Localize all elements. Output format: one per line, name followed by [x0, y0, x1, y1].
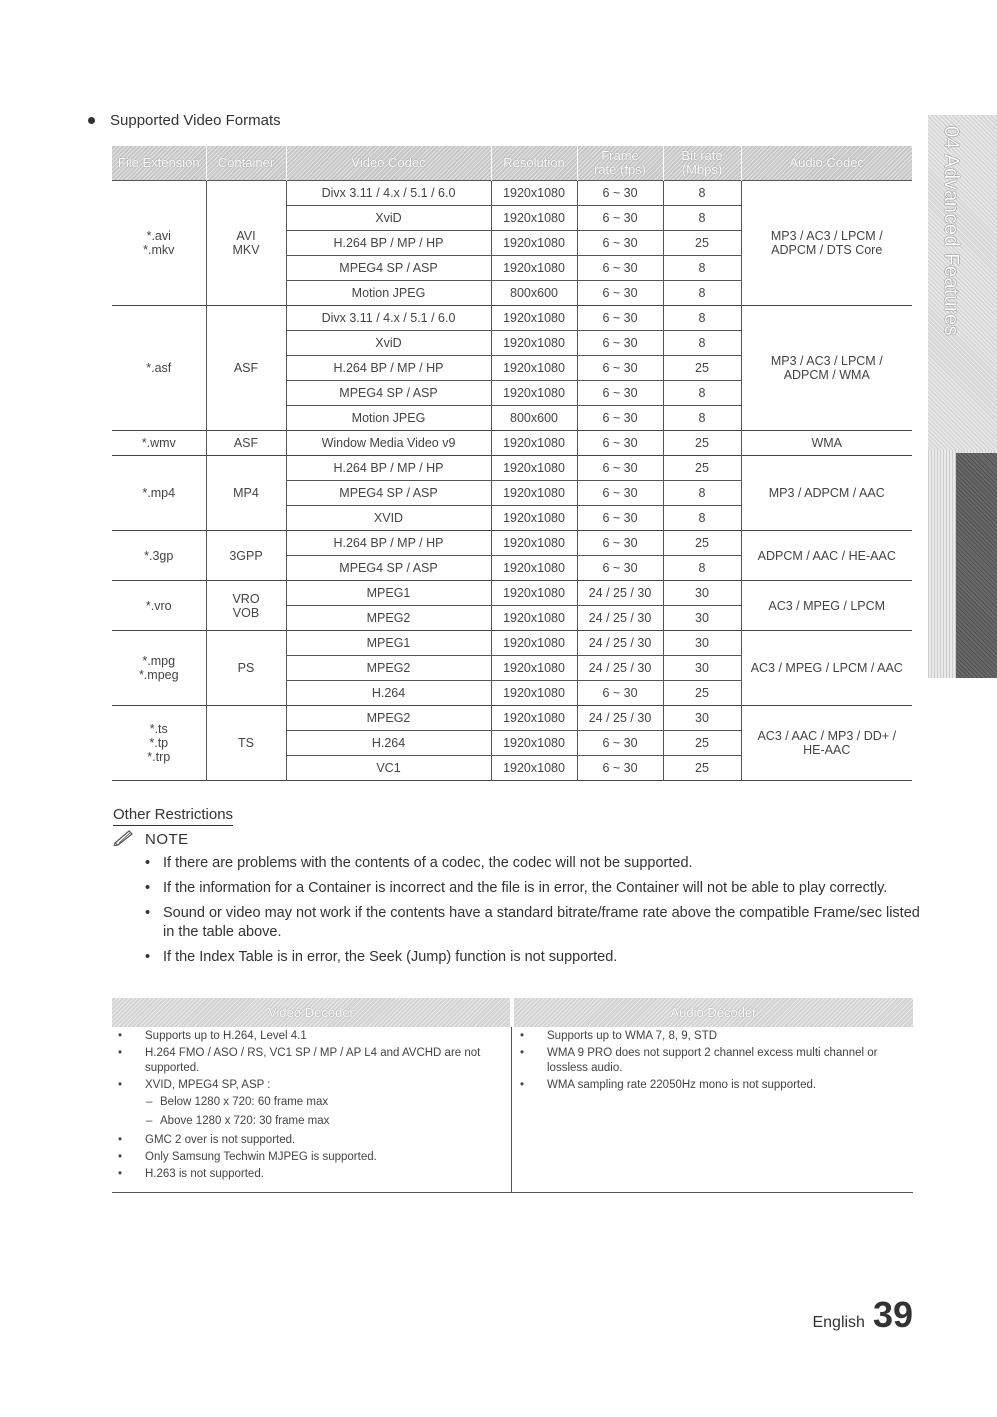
cell-frame-rate: 6 ~ 30: [577, 231, 663, 256]
cell-video-codec: H.264 BP / MP / HP: [286, 531, 491, 556]
cell-video-codec: H.264 BP / MP / HP: [286, 231, 491, 256]
audio-decoder-header: Audio Decoder: [514, 998, 913, 1027]
list-item: • If there are problems with the contents of a codec, the codec will not be supported.: [145, 854, 920, 873]
cell-container: VRO VOB: [206, 581, 286, 631]
cell-resolution: 1920x1080: [491, 706, 577, 731]
cell-resolution: 1920x1080: [491, 731, 577, 756]
cell-file-extension: *.mpg *.mpeg: [112, 631, 206, 706]
page-footer: [812, 1294, 913, 1336]
cell-bit-rate: 8: [663, 331, 741, 356]
cell-video-codec: MPEG4 SP / ASP: [286, 381, 491, 406]
section-heading: [88, 112, 281, 129]
cell-frame-rate: 6 ~ 30: [577, 556, 663, 581]
cell-audio-codec: MP3 / AC3 / LPCM / ADPCM / DTS Core: [741, 181, 912, 306]
cell-file-extension: *.wmv: [112, 431, 206, 456]
cell-resolution: 1920x1080: [491, 681, 577, 706]
cell-resolution: 1920x1080: [491, 531, 577, 556]
cell-bit-rate: 8: [663, 381, 741, 406]
cell-bit-rate: 8: [663, 206, 741, 231]
cell-resolution: 1920x1080: [491, 581, 577, 606]
list-item: • Supports up to H.264, Level 4.1: [112, 1029, 504, 1044]
cell-bit-rate: 25: [663, 356, 741, 381]
cell-frame-rate: 6 ~ 30: [577, 206, 663, 231]
cell-container: AVI MKV: [206, 181, 286, 306]
cell-video-codec: Motion JPEG: [286, 406, 491, 431]
cell-audio-codec: MP3 / ADPCM / AAC: [741, 456, 912, 531]
cell-resolution: 1920x1080: [491, 231, 577, 256]
cell-video-codec: MPEG4 SP / ASP: [286, 556, 491, 581]
cell-video-codec: MPEG2: [286, 606, 491, 631]
note-label: NOTE: [145, 831, 189, 848]
table-row: [112, 581, 912, 606]
list-item: • H.264 FMO / ASO / RS, VC1 SP / MP / AP L4 and AVCHD are not supported.: [112, 1046, 504, 1076]
cell-file-extension: *.mp4: [112, 456, 206, 531]
table-row: [112, 431, 912, 456]
cell-bit-rate: 8: [663, 281, 741, 306]
cell-video-codec: XviD: [286, 331, 491, 356]
header-cell: Video Codec: [286, 146, 491, 181]
cell-bit-rate: 25: [663, 531, 741, 556]
cell-frame-rate: 6 ~ 30: [577, 681, 663, 706]
cell-frame-rate: 6 ~ 30: [577, 506, 663, 531]
cell-bit-rate: 8: [663, 181, 741, 206]
cell-audio-codec: AC3 / MPEG / LPCM / AAC: [741, 631, 912, 706]
header-cell: Audio Codec: [741, 146, 912, 181]
cell-bit-rate: 25: [663, 431, 741, 456]
list-item: • XVID, MPEG4 SP, ASP :: [112, 1078, 504, 1093]
cell-resolution: 1920x1080: [491, 331, 577, 356]
cell-video-codec: H.264 BP / MP / HP: [286, 356, 491, 381]
cell-bit-rate: 8: [663, 256, 741, 281]
list-item: • GMC 2 over is not supported.: [112, 1133, 504, 1148]
cell-resolution: 1920x1080: [491, 356, 577, 381]
cell-container: 3GPP: [206, 531, 286, 581]
cell-resolution: 1920x1080: [491, 631, 577, 656]
header-cell: Bit rate (Mbps): [663, 146, 741, 181]
table-row: [112, 181, 912, 206]
cell-bit-rate: 30: [663, 606, 741, 631]
cell-frame-rate: 24 / 25 / 30: [577, 606, 663, 631]
list-item: • Only Samsung Techwin MJPEG is supported.: [112, 1150, 504, 1165]
list-item: • H.263 is not supported.: [112, 1167, 504, 1182]
cell-resolution: 1920x1080: [491, 656, 577, 681]
cell-resolution: 1920x1080: [491, 556, 577, 581]
cell-resolution: 1920x1080: [491, 506, 577, 531]
table-header-row: [112, 146, 912, 181]
cell-bit-rate: 25: [663, 731, 741, 756]
cell-resolution: 1920x1080: [491, 381, 577, 406]
footer-language: English: [812, 1314, 865, 1331]
list-item: • If the Index Table is in error, the Seek (Jump) function is not supported.: [145, 948, 920, 967]
cell-bit-rate: 25: [663, 231, 741, 256]
cell-frame-rate: 6 ~ 30: [577, 381, 663, 406]
cell-frame-rate: 6 ~ 30: [577, 756, 663, 781]
cell-frame-rate: 6 ~ 30: [577, 406, 663, 431]
cell-resolution: 1920x1080: [491, 431, 577, 456]
cell-frame-rate: 6 ~ 30: [577, 281, 663, 306]
list-item: – Below 1280 x 720: 60 frame max: [112, 1095, 504, 1110]
cell-audio-codec: AC3 / AAC / MP3 / DD+ / HE-AAC: [741, 706, 912, 781]
cell-container: PS: [206, 631, 286, 706]
cell-bit-rate: 30: [663, 656, 741, 681]
decoder-table: [112, 998, 913, 1193]
cell-file-extension: *.avi *.mkv: [112, 181, 206, 306]
cell-video-codec: MPEG2: [286, 706, 491, 731]
cell-video-codec: Divx 3.11 / 4.x / 5.1 / 6.0: [286, 181, 491, 206]
cell-video-codec: H.264: [286, 681, 491, 706]
cell-frame-rate: 6 ~ 30: [577, 306, 663, 331]
cell-bit-rate: 25: [663, 456, 741, 481]
video-decoder-header: Video Decoder: [112, 998, 510, 1027]
bullet-dot-icon: [88, 117, 95, 124]
other-restrictions-title: Other Restrictions: [113, 806, 233, 826]
header-cell: Resolution: [491, 146, 577, 181]
list-item: • WMA 9 PRO does not support 2 channel excess multi channel or lossless audio.: [514, 1046, 906, 1076]
cell-resolution: 1920x1080: [491, 306, 577, 331]
cell-bit-rate: 8: [663, 506, 741, 531]
list-item: • If the information for a Container is incorrect and the file is in error, the Container will not be able to play correctly.: [145, 879, 920, 898]
cell-resolution: 1920x1080: [491, 456, 577, 481]
video-decoder-column: [112, 1029, 504, 1184]
restrictions-list: [145, 854, 920, 973]
audio-decoder-column: [514, 1029, 906, 1095]
cell-frame-rate: 6 ~ 30: [577, 181, 663, 206]
page-number: 39: [872, 1294, 913, 1335]
cell-container: ASF: [206, 306, 286, 431]
cell-frame-rate: 24 / 25 / 30: [577, 706, 663, 731]
cell-bit-rate: 8: [663, 406, 741, 431]
cell-video-codec: MPEG1: [286, 631, 491, 656]
cell-video-codec: MPEG4 SP / ASP: [286, 256, 491, 281]
cell-video-codec: XviD: [286, 206, 491, 231]
cell-bit-rate: 8: [663, 556, 741, 581]
table-row: [112, 456, 912, 481]
cell-container: ASF: [206, 431, 286, 456]
cell-frame-rate: 6 ~ 30: [577, 731, 663, 756]
section-title: Supported Video Formats: [110, 112, 281, 129]
header-cell: File Extension: [112, 146, 206, 181]
cell-audio-codec: AC3 / MPEG / LPCM: [741, 581, 912, 631]
column-divider: [511, 1027, 512, 1192]
cell-frame-rate: 24 / 25 / 30: [577, 581, 663, 606]
cell-file-extension: *.vro: [112, 581, 206, 631]
table-row: [112, 531, 912, 556]
cell-frame-rate: 6 ~ 30: [577, 356, 663, 381]
cell-video-codec: VC1: [286, 756, 491, 781]
cell-resolution: 1920x1080: [491, 606, 577, 631]
table-row: [112, 706, 912, 731]
cell-resolution: 800x600: [491, 281, 577, 306]
cell-video-codec: MPEG1: [286, 581, 491, 606]
cell-bit-rate: 30: [663, 706, 741, 731]
cell-bit-rate: 25: [663, 681, 741, 706]
side-tab-marker: [956, 453, 997, 678]
cell-frame-rate: 6 ~ 30: [577, 481, 663, 506]
note-pencil-icon: [113, 828, 135, 851]
cell-resolution: 1920x1080: [491, 756, 577, 781]
list-item: – Above 1280 x 720: 30 frame max: [112, 1114, 504, 1129]
cell-video-codec: MPEG2: [286, 656, 491, 681]
cell-resolution: 1920x1080: [491, 181, 577, 206]
cell-video-codec: Window Media Video v9: [286, 431, 491, 456]
table-row: [112, 631, 912, 656]
cell-bit-rate: 30: [663, 581, 741, 606]
video-formats-table: [112, 146, 912, 781]
cell-frame-rate: 6 ~ 30: [577, 431, 663, 456]
cell-video-codec: Divx 3.11 / 4.x / 5.1 / 6.0: [286, 306, 491, 331]
cell-file-extension: *.ts *.tp *.trp: [112, 706, 206, 781]
cell-video-codec: MPEG4 SP / ASP: [286, 481, 491, 506]
cell-video-codec: H.264 BP / MP / HP: [286, 456, 491, 481]
cell-file-extension: *.3gp: [112, 531, 206, 581]
cell-bit-rate: 8: [663, 306, 741, 331]
cell-resolution: 1920x1080: [491, 481, 577, 506]
cell-frame-rate: 24 / 25 / 30: [577, 656, 663, 681]
list-item: • WMA sampling rate 22050Hz mono is not supported.: [514, 1078, 906, 1093]
cell-video-codec: XVID: [286, 506, 491, 531]
note-heading: [113, 828, 189, 851]
cell-video-codec: H.264: [286, 731, 491, 756]
header-cell: Container: [206, 146, 286, 181]
cell-bit-rate: 30: [663, 631, 741, 656]
cell-video-codec: Motion JPEG: [286, 281, 491, 306]
cell-file-extension: *.asf: [112, 306, 206, 431]
header-cell: Frame rate (fps): [577, 146, 663, 181]
table-row: [112, 306, 912, 331]
list-item: • Supports up to WMA 7, 8, 9, STD: [514, 1029, 906, 1044]
cell-audio-codec: WMA: [741, 431, 912, 456]
cell-container: MP4: [206, 456, 286, 531]
cell-resolution: 1920x1080: [491, 256, 577, 281]
cell-bit-rate: 8: [663, 481, 741, 506]
list-item: • Sound or video may not work if the contents have a standard bitrate/frame rate above the compatible Frame/sec listed in the table above.: [145, 904, 920, 942]
cell-container: TS: [206, 706, 286, 781]
cell-frame-rate: 6 ~ 30: [577, 531, 663, 556]
cell-audio-codec: MP3 / AC3 / LPCM / ADPCM / WMA: [741, 306, 912, 431]
cell-audio-codec: ADPCM / AAC / HE-AAC: [741, 531, 912, 581]
cell-resolution: 1920x1080: [491, 206, 577, 231]
cell-frame-rate: 24 / 25 / 30: [577, 631, 663, 656]
cell-bit-rate: 25: [663, 756, 741, 781]
cell-frame-rate: 6 ~ 30: [577, 331, 663, 356]
chapter-label: 04 Advanced Features: [940, 126, 962, 337]
cell-frame-rate: 6 ~ 30: [577, 256, 663, 281]
cell-resolution: 800x600: [491, 406, 577, 431]
cell-frame-rate: 6 ~ 30: [577, 456, 663, 481]
